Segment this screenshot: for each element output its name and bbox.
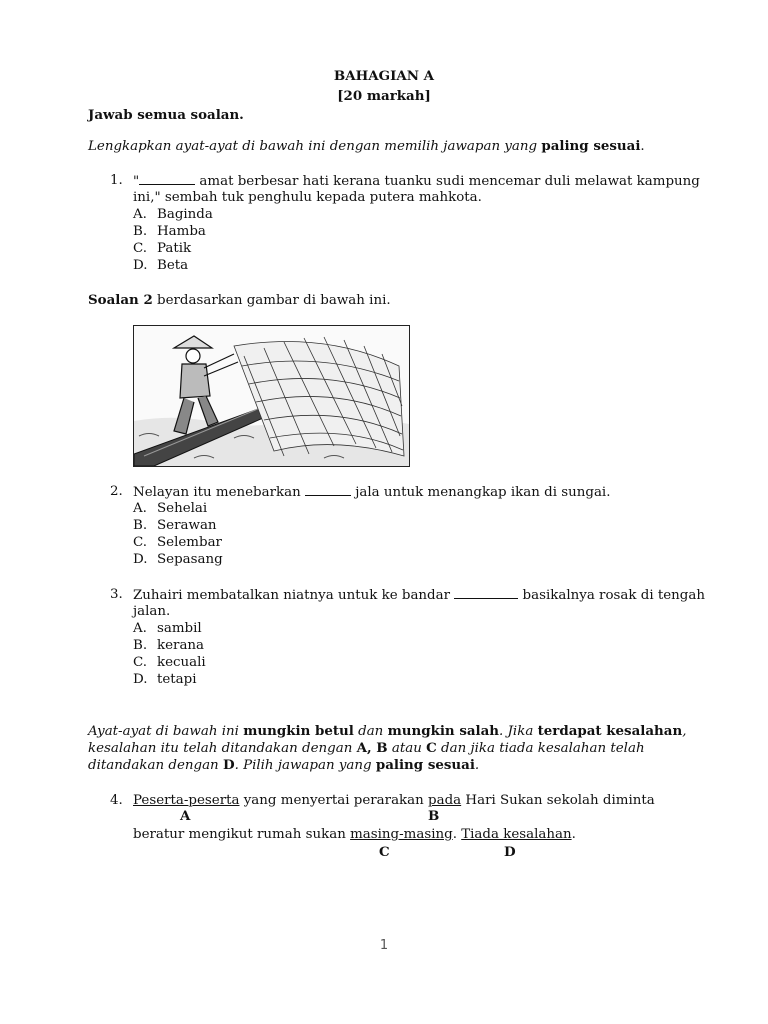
q1-option-b[interactable]: B. Hamba (133, 224, 206, 239)
instruction-complete-sentences: Lengkapkan ayat-ayat di bawah ini dengan memilih jawapan yang paling sesuai. (88, 138, 645, 154)
q1-option-a[interactable]: A. Baginda (133, 207, 213, 222)
fisherman-net-illustration (133, 325, 410, 467)
q4-label-a[interactable]: A (180, 808, 191, 824)
fisherman-net-drawing (134, 326, 409, 466)
q4-number: 4. (110, 793, 123, 808)
q4-segment-b: pada (428, 793, 462, 808)
q3-option-a[interactable]: A. sambil (133, 621, 202, 636)
q3-stem-line2: jalan. (133, 604, 171, 619)
q4-label-b[interactable]: B (428, 808, 440, 824)
q4-label-d[interactable]: D (504, 844, 516, 860)
q1-number: 1. (110, 173, 123, 188)
q3-option-d[interactable]: D. tetapi (133, 672, 197, 687)
q2-option-a[interactable]: A. Sehelai (133, 501, 208, 516)
q1-option-d[interactable]: D. Beta (133, 258, 189, 273)
instruction-error-identification-line3: ditandakan dengan D. Pilih jawapan yang paling sesuai. (88, 757, 480, 773)
q4-label-c[interactable]: C (379, 844, 390, 860)
answer-all-instruction: Jawab semua soalan. (88, 107, 244, 123)
q1-stem-line1: " amat berbesar hati kerana tuanku sudi mencemar duli melawat kampung (133, 174, 700, 189)
q2-option-b[interactable]: B. Serawan (133, 518, 217, 533)
section-title: BAHAGIAN A (333, 68, 435, 84)
q2-option-d[interactable]: D. Sepasang (133, 552, 223, 567)
q3-option-b[interactable]: B. kerana (133, 638, 205, 653)
q1-blank (139, 172, 195, 185)
page-number: 1 (379, 938, 389, 953)
q2-blank (305, 483, 351, 496)
q2-stem: Nelayan itu menebarkan jala untuk menangkap ikan di sungai. (133, 485, 611, 500)
q4-segment-c: masing-masing (350, 827, 453, 842)
question2-intro: Soalan 2 berdasarkan gambar di bawah ini. (88, 292, 391, 308)
instruction-error-identification-line2: kesalahan itu telah ditandakan dengan A, B atau C dan jika tiada kesalahan telah (88, 740, 645, 756)
q4-stem-line2: beratur mengikut rumah sukan masing-masing. Tiada kesalahan. (133, 827, 576, 842)
q3-option-c[interactable]: C. kecuali (133, 655, 206, 670)
instruction-error-identification-line1: Ayat-ayat di bawah ini mungkin betul dan mungkin salah. Jika terdapat kesalahan, (88, 723, 687, 739)
q4-segment-d: Tiada kesalahan (461, 827, 572, 842)
q2-number: 2. (110, 484, 123, 499)
q3-stem-line1: Zuhairi membatalkan niatnya untuk ke bandar basikalnya rosak di tengah (133, 588, 705, 603)
q2-option-c[interactable]: C. Selembar (133, 535, 222, 550)
q1-option-c[interactable]: C. Patik (133, 241, 192, 256)
q1-stem-line2: ini," sembah tuk penghulu kepada putera mahkota. (133, 190, 482, 205)
q4-segment-a: Peserta-peserta (133, 793, 240, 808)
marks-label: [20 markah] (337, 88, 431, 104)
q4-stem-line1: Peserta-peserta yang menyertai perarakan pada Hari Sukan sekolah diminta (133, 793, 655, 808)
q3-blank (454, 586, 518, 599)
q3-number: 3. (110, 587, 123, 602)
